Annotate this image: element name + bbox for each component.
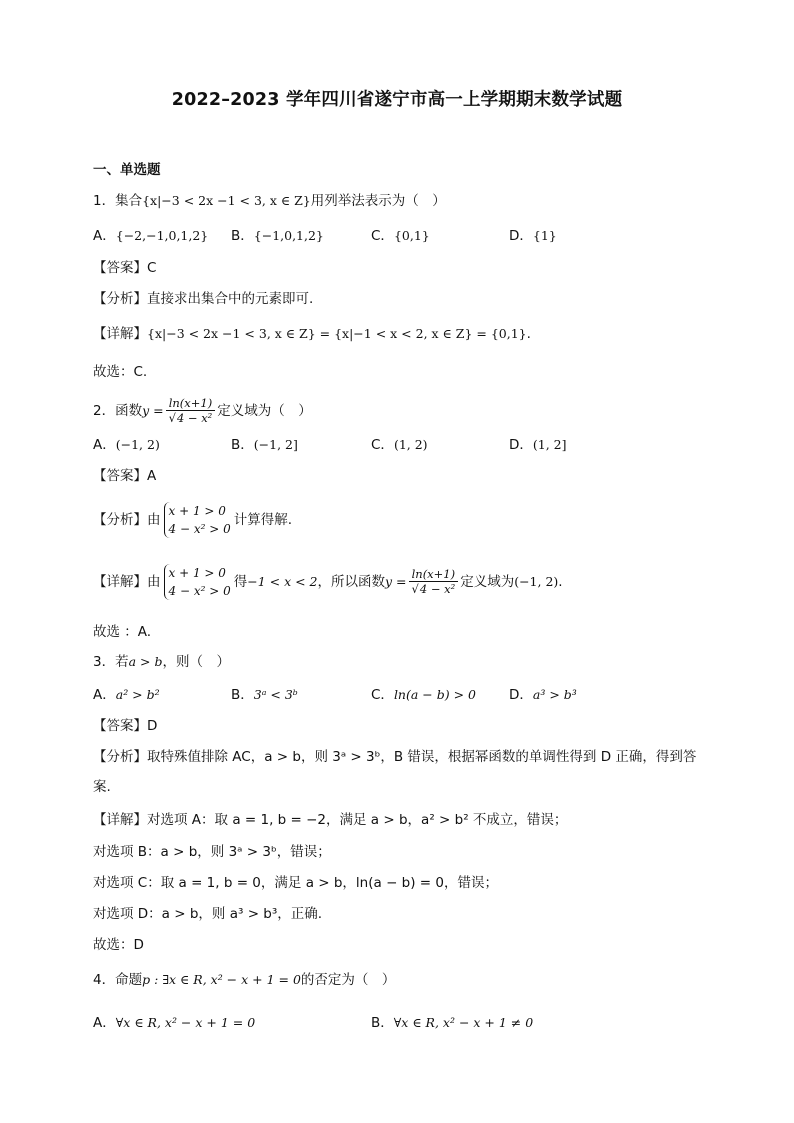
- q3-answer: 【答案】D: [93, 718, 158, 734]
- q2-option-a: A．(−1, 2): [93, 437, 160, 453]
- q1-set: {x|−3 < 2x −1 < 3, x ∈ Z}: [142, 193, 311, 208]
- q3-option-d: D．a³ > b³: [509, 687, 577, 703]
- q3-choose: 故选：D: [93, 937, 144, 953]
- q1-answer: 【答案】C: [93, 260, 157, 276]
- section-heading: 一、单选题: [93, 162, 161, 178]
- q4-option-a: A．∀x ∈ R, x² − x + 1 = 0: [93, 1015, 256, 1031]
- question-1-stem: [93, 191, 446, 211]
- q1-detail: 【详解】{x|−3 < 2x −1 < 3, x ∈ Z} = {x|−1 < x < 2, x ∈ Z} = {0,1}.: [93, 326, 531, 342]
- q1-number: 1．集合: [93, 193, 143, 209]
- q2-analysis: 【分析】由 x + 1 > 0 4 − x² > 0 计算得解.: [93, 504, 293, 536]
- q2-detail: 【详解】由 x + 1 > 0 4 − x² > 0 得−1 < x < 2，所以函数y = $\frac{\ln(x+1)}{\text{√4 − x²}}$ 定义域为(−1, 2).: [93, 566, 563, 598]
- q3-option-c: C．ln(a − b) > 0: [371, 687, 476, 703]
- q1-option-c: C．{0,1}: [371, 228, 430, 244]
- q1-choose: 故选：C.: [93, 364, 148, 380]
- q2-system: x + 1 > 0 4 − x² > 0: [164, 502, 231, 538]
- q3-detail-b: 对选项 B：a > b，则 3ᵃ > 3ᵇ，错误；: [93, 844, 331, 860]
- q3-option-b: B．3ᵃ < 3ᵇ: [231, 687, 298, 703]
- q4-option-b: B．∀x ∈ R, x² − x + 1 ≠ 0: [371, 1015, 534, 1031]
- q2-answer: 【答案】A: [93, 468, 157, 484]
- q2-fraction: $\frac{\ln(x+1)}{\text{√4 − x²}}$: [166, 396, 216, 426]
- q2-option-b: B．(−1, 2]: [231, 437, 298, 453]
- q2-option-d: D．(1, 2]: [509, 437, 567, 453]
- q3-detail-d: 对选项 D：a > b，则 a³ > b³，正确.: [93, 906, 323, 922]
- q2-choose: 故选 ：A.: [93, 624, 152, 640]
- question-3-stem: 3．若a > b，则（ ）: [93, 654, 230, 670]
- q3-analysis-line2: 案.: [93, 779, 111, 795]
- q1-option-d: D．{1}: [509, 228, 557, 244]
- q3-detail-c: 对选项 C：取 a = 1, b = 0，满足 a > b，ln(a − b) = 0，错误；: [93, 875, 498, 891]
- q1-prompt: 用列举法表示为（ ）: [310, 193, 446, 209]
- question-2-stem: 2．函数y = $\frac{\ln(x+1)}{\text{√4 − x²}}$ 定义域为（ ）: [93, 396, 312, 425]
- question-4-stem: 4．命题p : ∃x ∈ R, x² − x + 1 = 0的否定为（ ）: [93, 972, 396, 988]
- q3-analysis-line1: 【分析】取特殊值排除 AC，a > b，则 3ᵃ > 3ᵇ，B 错误，根据幂函数的单调性得到 D 正确，得到答: [93, 749, 697, 765]
- q1-analysis: 【分析】直接求出集合中的元素即可.: [93, 291, 314, 307]
- q1-option-a: A．{−2,−1,0,1,2}: [93, 228, 209, 244]
- q1-option-b: B．{−1,0,1,2}: [231, 228, 324, 244]
- q3-detail-a: 【详解】对选项 A：取 a = 1, b = −2，满足 a > b，a² > b² 不成立，错误；: [93, 812, 568, 828]
- page-title: 2022–2023 学年四川省遂宁市高一上学期期末数学试题: [171, 90, 623, 110]
- q2-option-c: C．(1, 2): [371, 437, 428, 453]
- q3-option-a: A．a² > b²: [93, 687, 160, 703]
